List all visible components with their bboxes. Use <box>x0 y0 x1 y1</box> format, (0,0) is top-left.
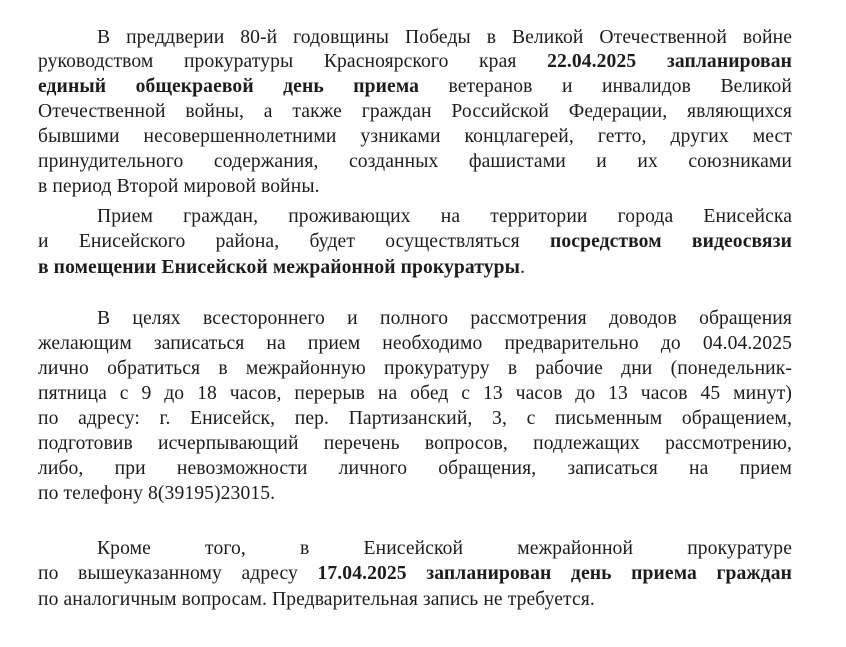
text-line <box>38 588 792 612</box>
text-line <box>38 230 792 254</box>
text-line <box>38 457 792 481</box>
text-line <box>38 357 792 381</box>
text-segment: лично обратиться в межрайонную прокуратуру в рабочие дни (понедельник- <box>38 358 792 379</box>
text-segment: . <box>520 257 526 278</box>
text-line <box>38 562 792 586</box>
text-segment: и Енисейского района, будет осуществляться <box>38 231 550 252</box>
text-segment: либо, при невозможности личного обращения, записаться на прием <box>38 458 792 479</box>
text-line <box>38 407 792 431</box>
text-segment: бывшими несовершеннолетними узниками концлагерей, гетто, других мест <box>38 126 792 147</box>
text-segment: желающим записаться на прием необходимо предварительно до 04.04.2025 <box>38 333 792 354</box>
text-segment: Прием граждан, проживающих на территории города Енисейска <box>97 206 792 227</box>
text-segment: Кроме того, в Енисейской межрайонной прокуратуре <box>97 538 792 559</box>
text-line <box>38 432 792 456</box>
text-line <box>97 26 792 50</box>
text-segment-bold: посредством видеосвязи <box>549 231 792 252</box>
text-line <box>38 332 792 356</box>
text-line <box>38 150 792 174</box>
text-segment: по вышеуказанному адресу <box>38 563 318 584</box>
text-segment-bold: единый общекраевой день приема <box>38 76 420 97</box>
text-line <box>97 307 792 331</box>
text-segment-bold: 22.04.2025 запланирован <box>547 51 792 72</box>
text-line <box>38 50 792 74</box>
text-segment: В целях всестороннего и полного рассмотрения доводов обращения <box>97 308 792 329</box>
text-segment-bold: 17.04.2025 запланирован день приема граждан <box>317 563 792 584</box>
text-line <box>38 175 792 199</box>
text-line <box>97 205 792 229</box>
text-segment: Отечественной войны, а также граждан Российской Федерации, являющихся <box>38 101 792 122</box>
text-segment: по аналогичным вопросам. Предварительная запись не требуется. <box>38 589 595 610</box>
text-segment-bold: в помещении Енисейской межрайонной прокуратуры <box>38 257 521 278</box>
text-line <box>38 256 792 280</box>
text-line <box>38 482 792 506</box>
text-line <box>38 100 792 124</box>
text-segment: ветеранов и инвалидов Великой <box>419 76 792 97</box>
text-segment: принудительного содержания, созданных фашистами и их союзниками <box>38 151 792 172</box>
text-line <box>38 382 792 406</box>
text-line <box>38 125 792 149</box>
text-segment: по адресу: г. Енисейск, пер. Партизанский, 3, с письменным обращением, <box>38 408 792 429</box>
text-segment: подготовив исчерпывающий перечень вопросов, подлежащих рассмотрению, <box>38 433 792 454</box>
text-segment: руководством прокуратуры Красноярского края <box>38 51 548 72</box>
text-segment: В преддверии 80-й годовщины Победы в Великой Отечественной войне <box>97 27 792 48</box>
text-segment: по телефону 8(39195)23015. <box>38 483 276 504</box>
text-line <box>97 537 792 561</box>
text-line <box>38 75 792 99</box>
text-segment: в период Второй мировой войны. <box>38 176 320 197</box>
text-segment: пятница с 9 до 18 часов, перерыв на обед с 13 часов до 13 часов 45 минут) <box>38 383 792 404</box>
